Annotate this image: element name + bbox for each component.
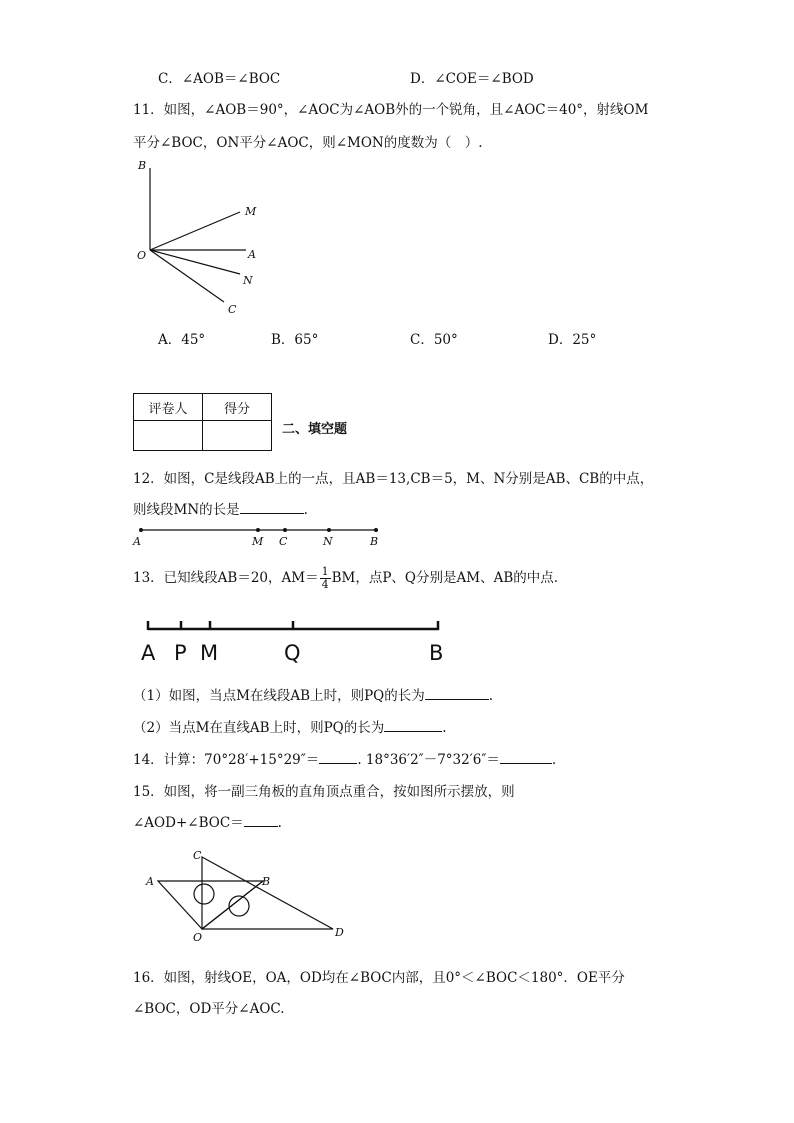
q13-fraction — [320, 566, 331, 591]
score-table-score-header: 得分 — [203, 394, 272, 421]
ray-oc — [150, 250, 224, 302]
q13-stem-text: 13．已知线段AB＝20，AM＝ — [133, 570, 319, 586]
label-p: P — [174, 641, 187, 665]
q13-sub2-period: . — [442, 720, 447, 736]
point-c — [283, 528, 287, 532]
q11-option-a: A．45° — [158, 332, 206, 348]
circle-hole-1 — [194, 884, 214, 904]
q11-stem-line2: 平分∠BOC，ON平分∠AOC，则∠MON的度数为（ ）. — [133, 135, 483, 151]
q15-stem-line2-text: ∠AOD+∠BOC＝ — [133, 815, 244, 831]
label-q: Q — [284, 641, 301, 665]
q14-part2: . 18°36′2″－7°32′6″＝ — [357, 752, 500, 768]
q12-segment-figure — [130, 522, 390, 548]
q13-sub1-text: （1）如图，当点M在线段AB上时，则PQ的长为 — [133, 688, 425, 704]
q14-period: . — [551, 752, 557, 768]
label-n: N — [243, 274, 253, 287]
q16-stem-line2: ∠BOC，OD平分∠AOC. — [133, 1001, 285, 1017]
q15-period: . — [277, 815, 282, 831]
score-table-score-cell[interactable] — [203, 421, 272, 451]
q13-sub1-answer-blank[interactable] — [425, 685, 489, 700]
label-c: C — [228, 303, 237, 316]
label-a: A — [146, 875, 154, 888]
section-title: 二、填空题 — [282, 422, 348, 437]
q13-stem — [133, 566, 558, 591]
label-b: B — [429, 641, 444, 665]
q13-segment-figure — [140, 615, 460, 675]
q12-stem-line2-text: 则线段MN的长是 — [133, 502, 240, 518]
q13-sub1 — [133, 684, 493, 704]
q13-fraction-numerator: 1 — [321, 565, 329, 578]
label-m: M — [252, 535, 264, 548]
ray-on — [150, 250, 240, 274]
label-m: M — [245, 205, 257, 218]
segment-ob — [202, 881, 263, 929]
q11-option-c: C．50° — [410, 332, 458, 348]
q10-option-d: D．∠COE＝∠BOD — [410, 71, 534, 87]
q15-answer-blank[interactable] — [244, 812, 278, 827]
label-b: B — [138, 159, 147, 172]
label-a: A — [141, 641, 156, 665]
label-a: A — [248, 248, 256, 261]
ray-om — [150, 212, 240, 250]
q13-sub2-text: （2）当点M在直线AB上时，则PQ的长为 — [133, 720, 385, 736]
q12-answer-blank[interactable] — [240, 499, 304, 514]
label-m: M — [200, 641, 219, 665]
q13-sub2-answer-blank[interactable] — [384, 717, 442, 732]
point-m — [256, 528, 260, 532]
q14-stem — [133, 748, 556, 768]
q13-fraction-denominator: 4 — [321, 578, 329, 591]
label-b: B — [262, 875, 271, 888]
q15-triangle-figure — [140, 845, 360, 955]
point-a — [139, 528, 143, 532]
q16-stem-line1: 16．如图，射线OE，OA，OD均在∠BOC内部，且0°＜∠BOC＜180°．OE平分 — [133, 970, 625, 986]
q14-answer-blank-1[interactable] — [319, 749, 357, 764]
label-n: N — [323, 535, 333, 548]
q13-sub2 — [133, 716, 447, 736]
score-table-grader-header: 评卷人 — [134, 394, 203, 421]
q13-sub1-period: . — [488, 688, 494, 704]
label-o: O — [193, 931, 203, 944]
q11-stem-line1: 11．如图，∠AOB＝90°，∠AOC为∠AOB外的一个锐角，且∠AOC＝40°，射线OM — [133, 102, 649, 118]
q10-option-c: C．∠AOB＝∠BOC — [158, 71, 281, 87]
set-square-ocd — [202, 857, 333, 929]
q11-option-d: D．25° — [548, 332, 597, 348]
label-d: D — [335, 926, 344, 939]
score-table-grader-cell[interactable] — [134, 421, 203, 451]
q12-stem-line1: 12．如图，C是线段AB上的一点，且AB＝13,CB＝5，M、N分别是AB、CB的中点， — [133, 471, 654, 487]
point-n — [327, 528, 331, 532]
q14-answer-blank-2[interactable] — [500, 749, 552, 764]
label-o: O — [137, 249, 147, 262]
q12-stem-line2 — [133, 498, 308, 518]
q15-stem-line2 — [133, 811, 282, 831]
q12-period: . — [303, 502, 308, 518]
q11-option-b: B．65° — [271, 332, 319, 348]
q15-stem-line1: 15．如图，将一副三角板的直角顶点重合，按如图所示摆放，则 — [133, 784, 515, 800]
score-table — [133, 393, 272, 451]
label-c: C — [193, 849, 202, 862]
q11-angle-figure — [130, 158, 270, 318]
label-b: B — [370, 535, 379, 548]
q13-stem-text-end: BM，点P、Q分别是AM、AB的中点. — [331, 570, 559, 586]
label-a: A — [133, 535, 141, 548]
q14-part1: 14．计算：70°28′+15°29″＝ — [133, 752, 320, 768]
label-c: C — [279, 535, 288, 548]
point-b — [374, 528, 378, 532]
